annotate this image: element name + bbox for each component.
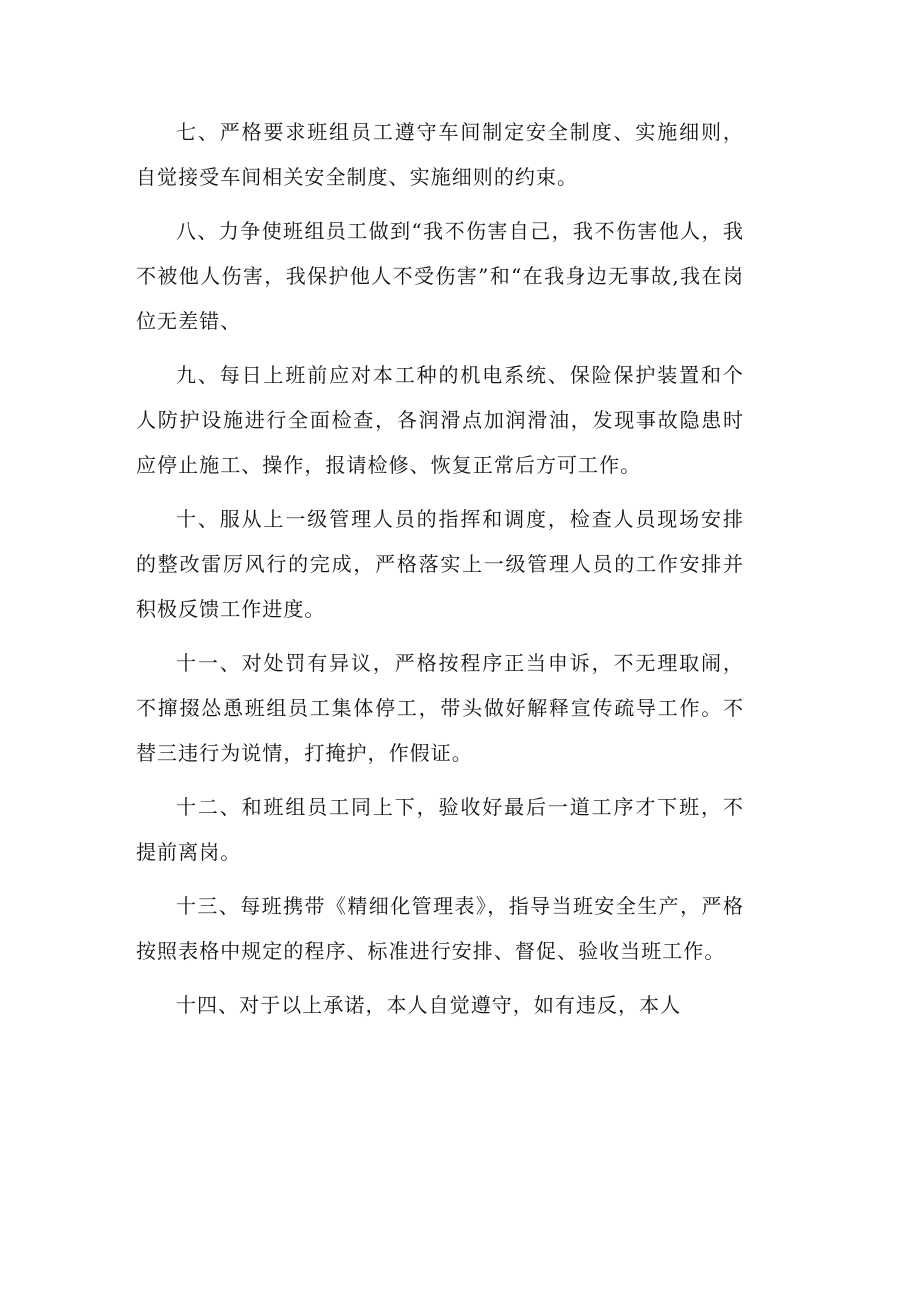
paragraph-item-11: 十一、对处罚有异议，严格按程序正当申诉，不无理取闹，不撺掇怂恿班组员工集体停工，带头做好解释宣传疏导工作。不替三违行为说情，打掩护，作假证。 xyxy=(136,651,744,765)
paragraph-item-7: 七、严格要求班组员工遵守车间制定安全制度、实施细则，自觉接受车间相关安全制度、实施细则的约束。 xyxy=(136,120,744,189)
paragraph-item-8: 八、力争使班组员工做到“我不伤害自己，我不伤害他人，我不被他人伤害，我保护他人不受伤害”和“在我身边无事故,我在岗位无差错、 xyxy=(136,219,744,333)
paragraph-item-9: 九、每日上班前应对本工种的机电系统、保险保护装置和个人防护设施进行全面检查，各润滑点加润滑油，发现事故隐患时应停止施工、操作，报请检修、恢复正常后方可工作。 xyxy=(136,363,744,477)
paragraph-item-14: 十四、对于以上承诺，本人自觉遵守，如有违反，本人 xyxy=(176,993,682,1017)
document-body xyxy=(136,110,744,1037)
paragraph-item-12: 十二、和班组员工同上下，验收好最后一道工序才下班，不提前离岗。 xyxy=(136,795,744,864)
paragraph-item-13: 十三、每班携带《精细化管理表》，指导当班安全生产，严格按照表格中规定的程序、标准进行安排、督促、验收当班工作。 xyxy=(136,894,744,963)
paragraph-item-10: 十、服从上一级管理人员的指挥和调度，检查人员现场安排的整改雷厉风行的完成，严格落实上一级管理人员的工作安排并积极反馈工作进度。 xyxy=(136,507,744,621)
